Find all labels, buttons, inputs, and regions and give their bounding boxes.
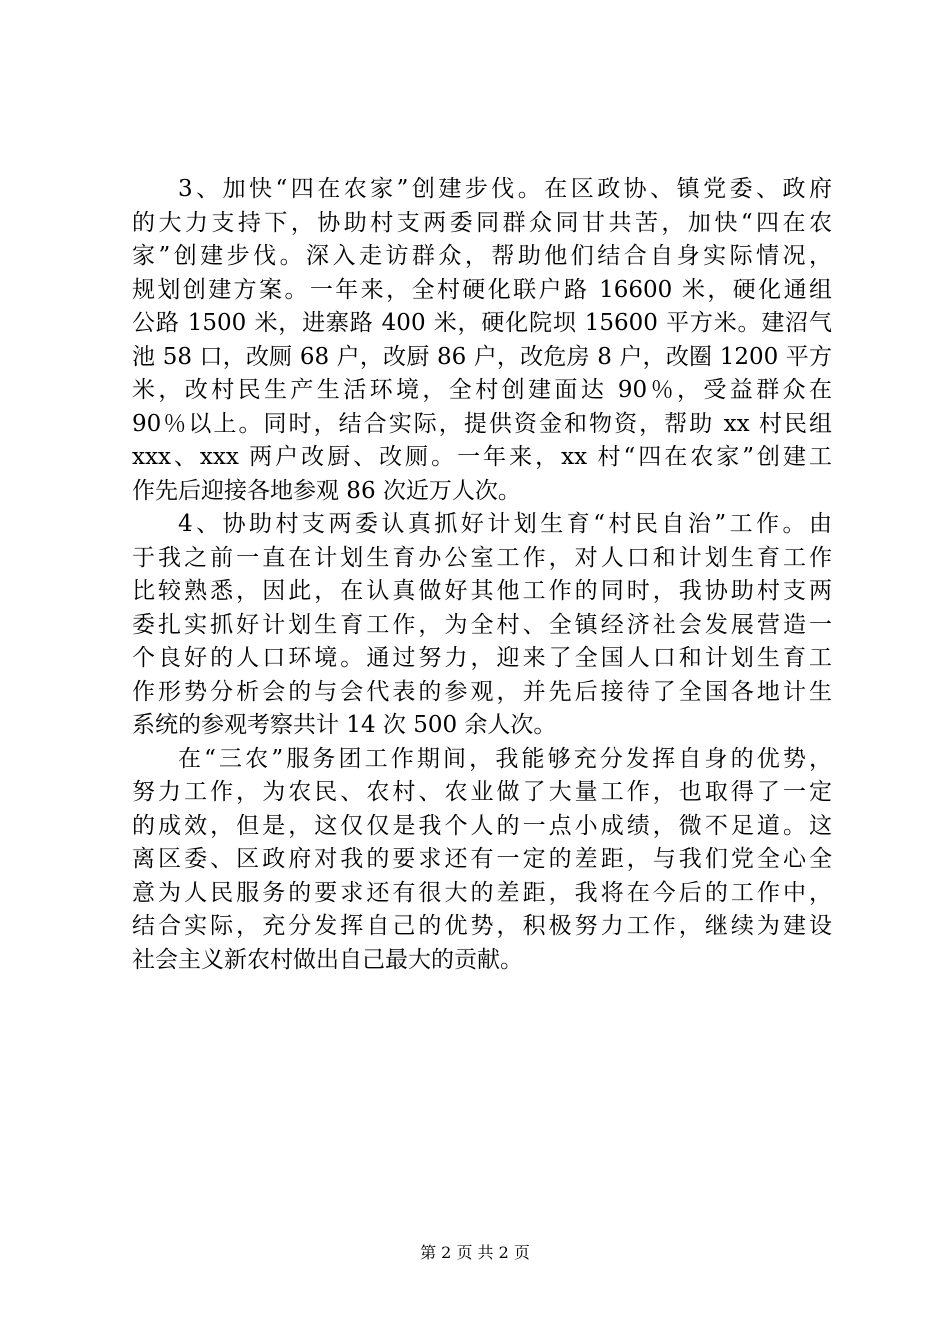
paragraph-line: 社会主义新农村做出自己最大的贡献。	[132, 946, 523, 973]
paragraph-line: 家”创建步伐。深入走访群众，帮助他们结合自身实际情况，	[132, 243, 832, 269]
paragraph-line: 作形势分析会的与会代表的参观，并先后接待了全国各地计生	[132, 678, 832, 705]
paragraph-line: 作先后迎接各地参观 86 次近万人次。	[132, 477, 521, 504]
paragraph-line: 努力工作，为农民、农村、农业做了大量工作，也取得了一定	[132, 779, 832, 805]
paragraph-4	[132, 508, 832, 743]
paragraph-3	[132, 173, 832, 508]
paragraph-line: 委扎实抓好计划生育工作，为全村、全镇经济社会发展营造一	[132, 611, 832, 638]
page-number-footer: 第 2 页 共 2 页	[420, 1243, 530, 1262]
paragraph-line: 于我之前一直在计划生育办公室工作，对人口和计划生育工作	[132, 544, 832, 571]
paragraph-line: 意为人民服务的要求还有很大的差距，我将在今后的工作中，	[132, 879, 832, 906]
paragraph-line: 4、协助村支两委认真抓好计划生育“村民自治”工作。由	[178, 511, 832, 537]
paragraph-line: 比较熟悉，因此，在认真做好其他工作的同时，我协助村支两	[132, 578, 832, 604]
document-body	[132, 173, 832, 977]
paragraph-line: 90％以上。同时，结合实际，提供资金和物资，帮助 xx 村民组	[132, 410, 832, 437]
paragraph-line: 结合实际，充分发挥自己的优势，积极努力工作，继续为建设	[132, 913, 832, 939]
paragraph-line: 在“三农”服务团工作期间，我能够充分发挥自身的优势，	[178, 745, 832, 772]
paragraph-line: 池 58 口，改厕 68 户，改厨 86 户，改危房 8 户，改圈 1200 平方	[132, 343, 832, 370]
paragraph-conclusion	[132, 743, 832, 978]
paragraph-line: 米，改村民生产生活环境，全村创建面达 90％，受益群众在	[132, 377, 832, 403]
paragraph-line: 系统的参观考察共计 14 次 500 余人次。	[132, 712, 557, 738]
paragraph-line: 3、加快“四在农家”创建步伐。在区政协、镇党委、政府	[178, 176, 832, 202]
paragraph-line: 公路 1500 米，进寨路 400 米，硬化院坝 15600 平方米。建沼气	[132, 310, 832, 336]
paragraph-line: 的成效，但是，这仅仅是我个人的一点小成绩，微不足道。这	[132, 812, 832, 839]
paragraph-line: 离区委、区政府对我的要求还有一定的差距，与我们党全心全	[132, 846, 832, 872]
paragraph-line: 规划创建方案。一年来，全村硬化联户路 16600 米，硬化通组	[132, 276, 832, 303]
paragraph-line: 的大力支持下，协助村支两委同群众同甘共苦，加快“四在农	[132, 209, 832, 236]
paragraph-line: 个良好的人口环境。通过努力，迎来了全国人口和计划生育工	[132, 645, 832, 671]
paragraph-line: xxx、xxx 两户改厨、改厕。一年来，xx 村“四在农家”创建工	[132, 444, 832, 470]
